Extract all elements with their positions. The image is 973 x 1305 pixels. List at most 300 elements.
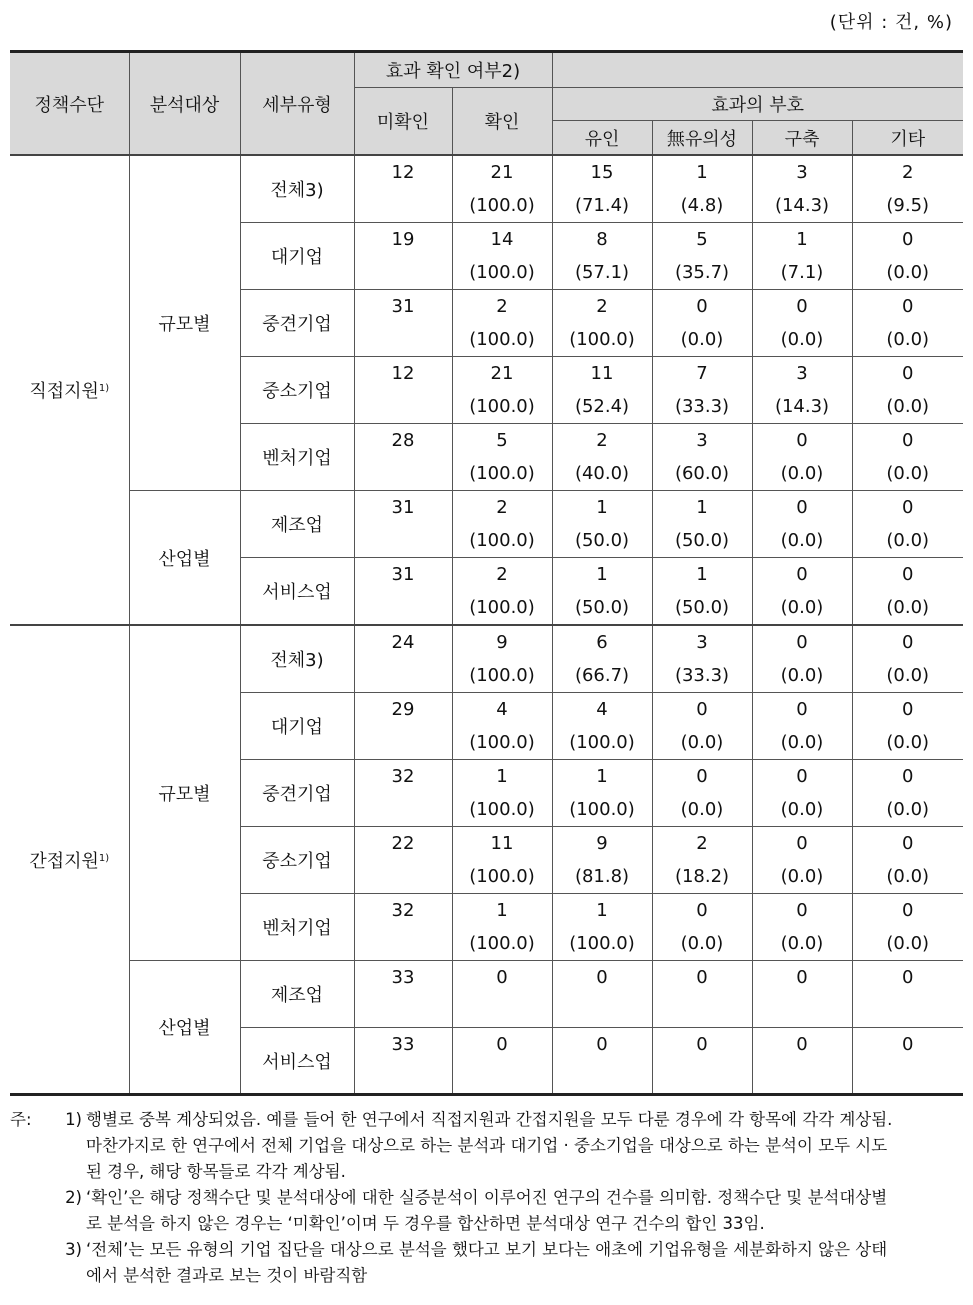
policy-cell xyxy=(10,155,129,625)
percent-value: (100.0) xyxy=(469,799,535,820)
subtype-cell: 벤처기업 xyxy=(240,424,354,491)
percent-value: (66.7) xyxy=(574,665,630,686)
count-value: 0 xyxy=(796,967,808,988)
percent-value: (52.4) xyxy=(574,396,630,417)
percent-value: (100.0) xyxy=(469,665,535,686)
table-row xyxy=(10,625,963,693)
percent-value: (0.0) xyxy=(780,463,824,484)
count-value: 2 xyxy=(496,564,508,585)
percent-value: (7.1) xyxy=(780,262,824,283)
percent-value: (100.0) xyxy=(469,530,535,551)
crowd-cell xyxy=(752,357,852,424)
count-value: 12 xyxy=(391,363,415,384)
count-value: 33 xyxy=(391,1034,415,1055)
count-value: 0 xyxy=(902,967,914,988)
sig-cell xyxy=(552,357,652,424)
crowd-cell xyxy=(752,625,852,693)
subtype-cell: 대기업 xyxy=(240,223,354,290)
other-cell xyxy=(852,894,963,961)
count-value: 0 xyxy=(696,296,708,317)
unconfirmed-cell xyxy=(354,290,452,357)
count-value: 8 xyxy=(596,229,608,250)
count-value: 0 xyxy=(596,967,608,988)
table-row xyxy=(10,491,963,558)
percent-value: (0.0) xyxy=(680,732,724,753)
confirmed-cell xyxy=(452,760,552,827)
percent-value: (100.0) xyxy=(469,329,535,350)
nonsig-cell xyxy=(652,625,752,693)
count-value: 0 xyxy=(496,967,508,988)
count-value: 1 xyxy=(596,497,608,518)
unconfirmed-cell xyxy=(354,827,452,894)
header-subtype: 세부유형 xyxy=(240,52,354,156)
subtype-cell: 벤처기업 xyxy=(240,894,354,961)
confirmed-cell xyxy=(452,155,552,223)
percent-value: (0.0) xyxy=(780,665,824,686)
count-value: 0 xyxy=(902,430,914,451)
count-value: 5 xyxy=(496,430,508,451)
footnote-text: 된 경우, 해당 항목들로 각각 계상됨. xyxy=(86,1162,346,1181)
count-value: 7 xyxy=(696,363,708,384)
count-value: 1 xyxy=(496,900,508,921)
nonsig-cell xyxy=(652,424,752,491)
unconfirmed-cell xyxy=(354,357,452,424)
other-cell xyxy=(852,625,963,693)
other-cell xyxy=(852,693,963,760)
unconfirmed-cell xyxy=(354,693,452,760)
table-row xyxy=(10,155,963,223)
nonsig-cell xyxy=(652,760,752,827)
target-cell: 산업별 xyxy=(129,491,240,626)
footnote-text: 로 분석을 하지 않은 경우는 ‘미확인’이며 두 경우를 합산하면 분석대상 연구 건수의 합인 33임. xyxy=(86,1214,765,1233)
percent-value: (0.0) xyxy=(780,530,824,551)
footnote-lead xyxy=(10,1159,52,1185)
footnote-line xyxy=(10,1237,965,1263)
unconfirmed-cell xyxy=(354,760,452,827)
header-blank xyxy=(552,52,963,88)
confirmed-cell xyxy=(452,424,552,491)
confirmed-cell xyxy=(452,290,552,357)
nonsig-cell xyxy=(652,491,752,558)
other-cell xyxy=(852,827,963,894)
nonsig-cell xyxy=(652,1028,752,1095)
percent-value: (0.0) xyxy=(886,530,930,551)
count-value: 29 xyxy=(391,699,415,720)
percent-value: (0.0) xyxy=(886,463,930,484)
percent-value: (0.0) xyxy=(886,732,930,753)
unit-label: (단위 : 건, %) xyxy=(829,12,953,33)
confirmed-cell xyxy=(452,357,552,424)
percent-value: (4.8) xyxy=(680,195,724,216)
count-value: 0 xyxy=(796,430,808,451)
footnote-text: 행별로 중복 계상되었음. 예를 들어 한 연구에서 직접지원과 간접지원을 모두 다룬 경우에 각 항목에 각각 계상됨. xyxy=(86,1110,893,1129)
header-sig: 유인 xyxy=(552,121,652,156)
percent-value: (50.0) xyxy=(574,597,630,618)
unconfirmed-cell xyxy=(354,424,452,491)
percent-value: (9.5) xyxy=(886,195,930,216)
percent-value: (100.0) xyxy=(469,396,535,417)
results-table xyxy=(10,50,963,1096)
count-value: 0 xyxy=(902,833,914,854)
footnote-line xyxy=(10,1263,965,1289)
footnote-line xyxy=(10,1133,965,1159)
count-value: 1 xyxy=(696,497,708,518)
count-value: 1 xyxy=(596,766,608,787)
crowd-cell xyxy=(752,827,852,894)
sig-cell xyxy=(552,1028,652,1095)
count-value: 0 xyxy=(496,1034,508,1055)
percent-value: (0.0) xyxy=(886,329,930,350)
percent-value: (0.0) xyxy=(780,329,824,350)
count-value: 12 xyxy=(391,162,415,183)
percent-value: (0.0) xyxy=(886,933,930,954)
other-cell xyxy=(852,491,963,558)
subtype-cell: 중소기업 xyxy=(240,357,354,424)
count-value: 0 xyxy=(902,632,914,653)
count-value: 32 xyxy=(391,900,415,921)
subtype-cell: 전체3) xyxy=(240,625,354,693)
footnote-text: ‘전체’는 모든 유형의 기업 집단을 대상으로 분석을 했다고 보기 보다는 애초에 기업유형을 세분화하지 않은 상태 xyxy=(86,1240,888,1259)
count-value: 19 xyxy=(391,229,415,250)
footnote-number xyxy=(52,1211,86,1237)
subtype-cell: 제조업 xyxy=(240,491,354,558)
count-value: 32 xyxy=(391,766,415,787)
unconfirmed-cell xyxy=(354,894,452,961)
confirmed-cell xyxy=(452,827,552,894)
percent-value: (100.0) xyxy=(569,732,635,753)
subtype-cell: 전체3) xyxy=(240,155,354,223)
table-row xyxy=(10,961,963,1028)
count-value: 3 xyxy=(696,430,708,451)
percent-value: (60.0) xyxy=(674,463,730,484)
sig-cell xyxy=(552,961,652,1028)
percent-value: (100.0) xyxy=(469,933,535,954)
count-value: 0 xyxy=(696,900,708,921)
count-value: 0 xyxy=(796,296,808,317)
count-value: 1 xyxy=(696,162,708,183)
crowd-cell xyxy=(752,961,852,1028)
count-value: 11 xyxy=(590,363,614,384)
percent-value: (14.3) xyxy=(774,396,830,417)
subtype-cell: 중견기업 xyxy=(240,290,354,357)
percent-value: (50.0) xyxy=(674,530,730,551)
footnote-line xyxy=(10,1211,965,1237)
footnote-text: 마찬가지로 한 연구에서 전체 기업을 대상으로 하는 분석과 대기업 · 중소기업을 대상으로 하는 분석이 모두 시도 xyxy=(86,1136,888,1155)
count-value: 1 xyxy=(696,564,708,585)
percent-value: (100.0) xyxy=(469,463,535,484)
sig-cell xyxy=(552,491,652,558)
unconfirmed-cell xyxy=(354,558,452,626)
percent-value: (0.0) xyxy=(886,262,930,283)
count-value: 0 xyxy=(796,497,808,518)
footnote-lead xyxy=(10,1133,52,1159)
sig-cell xyxy=(552,155,652,223)
count-value: 0 xyxy=(796,833,808,854)
count-value: 1 xyxy=(796,229,808,250)
footnotes xyxy=(10,1107,965,1289)
subtype-cell: 서비스업 xyxy=(240,1028,354,1095)
count-value: 0 xyxy=(902,497,914,518)
count-value: 0 xyxy=(902,296,914,317)
header-unconfirmed: 미확인 xyxy=(354,88,452,156)
nonsig-cell xyxy=(652,894,752,961)
nonsig-cell xyxy=(652,961,752,1028)
percent-value: (50.0) xyxy=(574,530,630,551)
percent-value: (50.0) xyxy=(674,597,730,618)
nonsig-cell xyxy=(652,223,752,290)
other-cell xyxy=(852,290,963,357)
header-nonsig: 無유의성 xyxy=(652,121,752,156)
footnote-number: 2) xyxy=(65,1188,82,1207)
sig-cell xyxy=(552,290,652,357)
count-value: 2 xyxy=(496,296,508,317)
percent-value: (57.1) xyxy=(574,262,630,283)
sig-cell xyxy=(552,424,652,491)
count-value: 21 xyxy=(490,162,514,183)
count-value: 6 xyxy=(596,632,608,653)
policy-label: 직접지원 xyxy=(29,381,99,402)
crowd-cell xyxy=(752,491,852,558)
count-value: 0 xyxy=(596,1034,608,1055)
count-value: 2 xyxy=(596,296,608,317)
percent-value: (0.0) xyxy=(780,732,824,753)
count-value: 0 xyxy=(902,900,914,921)
percent-value: (0.0) xyxy=(680,799,724,820)
percent-value: (14.3) xyxy=(774,195,830,216)
policy-footnote-mark: 1) xyxy=(98,852,110,864)
footnote-lead: 주: xyxy=(10,1110,32,1129)
header-policy: 정책수단 xyxy=(10,52,129,156)
sig-cell xyxy=(552,693,652,760)
nonsig-cell xyxy=(652,558,752,626)
unconfirmed-cell xyxy=(354,223,452,290)
confirmed-cell xyxy=(452,625,552,693)
confirmed-cell xyxy=(452,693,552,760)
count-value: 9 xyxy=(596,833,608,854)
footnote-line xyxy=(10,1185,965,1211)
footnote-line xyxy=(10,1159,965,1185)
target-cell: 규모별 xyxy=(129,155,240,491)
confirmed-cell xyxy=(452,961,552,1028)
policy-cell xyxy=(10,625,129,1095)
nonsig-cell xyxy=(652,357,752,424)
count-value: 0 xyxy=(796,564,808,585)
count-value: 0 xyxy=(796,632,808,653)
percent-value: (33.3) xyxy=(674,665,730,686)
count-value: 0 xyxy=(696,967,708,988)
unconfirmed-cell xyxy=(354,961,452,1028)
footnote-number xyxy=(52,1133,86,1159)
confirmed-cell xyxy=(452,491,552,558)
count-value: 31 xyxy=(391,296,415,317)
header-confirmed: 확인 xyxy=(452,88,552,156)
policy-footnote-mark: 1) xyxy=(98,383,110,394)
crowd-cell xyxy=(752,558,852,626)
footnote-lead xyxy=(10,1237,52,1263)
percent-value: (0.0) xyxy=(680,329,724,350)
count-value: 1 xyxy=(496,766,508,787)
percent-value: (0.0) xyxy=(886,866,930,887)
percent-value: (18.2) xyxy=(674,866,730,887)
count-value: 0 xyxy=(796,900,808,921)
count-value: 31 xyxy=(391,497,415,518)
nonsig-cell xyxy=(652,693,752,760)
other-cell xyxy=(852,223,963,290)
other-cell xyxy=(852,424,963,491)
footnote-line xyxy=(10,1107,965,1133)
percent-value: (100.0) xyxy=(469,262,535,283)
footnote-number: 3) xyxy=(65,1240,82,1259)
footnote-number xyxy=(52,1159,86,1185)
count-value: 0 xyxy=(696,699,708,720)
confirmed-cell xyxy=(452,894,552,961)
count-value: 0 xyxy=(902,564,914,585)
sig-cell xyxy=(552,894,652,961)
other-cell xyxy=(852,1028,963,1095)
header-target: 분석대상 xyxy=(129,52,240,156)
percent-value: (100.0) xyxy=(469,597,535,618)
percent-value: (33.3) xyxy=(674,396,730,417)
confirmed-cell xyxy=(452,223,552,290)
count-value: 3 xyxy=(696,632,708,653)
count-value: 0 xyxy=(902,766,914,787)
subtype-cell: 대기업 xyxy=(240,693,354,760)
count-value: 0 xyxy=(796,1034,808,1055)
percent-value: (0.0) xyxy=(780,933,824,954)
count-value: 24 xyxy=(391,632,415,653)
header-effect-confirm: 효과 확인 여부2) xyxy=(354,52,552,88)
count-value: 0 xyxy=(796,699,808,720)
unconfirmed-cell xyxy=(354,491,452,558)
count-value: 21 xyxy=(490,363,514,384)
percent-value: (40.0) xyxy=(574,463,630,484)
count-value: 11 xyxy=(490,833,514,854)
count-value: 2 xyxy=(696,833,708,854)
footnote-lead xyxy=(10,1185,52,1211)
count-value: 0 xyxy=(796,766,808,787)
count-value: 3 xyxy=(796,162,808,183)
footnote-lead xyxy=(10,1211,52,1237)
count-value: 1 xyxy=(596,900,608,921)
unconfirmed-cell xyxy=(354,1028,452,1095)
count-value: 15 xyxy=(590,162,614,183)
percent-value: (100.0) xyxy=(569,799,635,820)
subtype-cell: 중소기업 xyxy=(240,827,354,894)
count-value: 22 xyxy=(391,833,415,854)
footnote-text: 에서 분석한 결과로 보는 것이 바람직함 xyxy=(86,1266,368,1285)
sig-cell xyxy=(552,223,652,290)
percent-value: (0.0) xyxy=(680,933,724,954)
percent-value: (0.0) xyxy=(886,597,930,618)
count-value: 2 xyxy=(902,162,914,183)
count-value: 4 xyxy=(596,699,608,720)
percent-value: (35.7) xyxy=(674,262,730,283)
percent-value: (100.0) xyxy=(469,732,535,753)
percent-value: (0.0) xyxy=(886,665,930,686)
confirmed-cell xyxy=(452,1028,552,1095)
percent-value: (100.0) xyxy=(569,329,635,350)
percent-value: (0.0) xyxy=(780,597,824,618)
percent-value: (100.0) xyxy=(469,195,535,216)
crowd-cell xyxy=(752,155,852,223)
count-value: 0 xyxy=(902,699,914,720)
crowd-cell xyxy=(752,290,852,357)
header-effect-sign: 효과의 부호 xyxy=(552,88,963,121)
subtype-cell: 서비스업 xyxy=(240,558,354,626)
count-value: 4 xyxy=(496,699,508,720)
nonsig-cell xyxy=(652,827,752,894)
count-value: 2 xyxy=(596,430,608,451)
count-value: 33 xyxy=(391,967,415,988)
crowd-cell xyxy=(752,894,852,961)
count-value: 3 xyxy=(796,363,808,384)
count-value: 9 xyxy=(496,632,508,653)
footnote-text: ‘확인’은 해당 정책수단 및 분석대상에 대한 실증분석이 이루어진 연구의 건수를 의미함. 정책수단 및 분석대상별 xyxy=(86,1188,888,1207)
crowd-cell xyxy=(752,1028,852,1095)
target-cell: 규모별 xyxy=(129,625,240,961)
footnote-lead xyxy=(10,1263,52,1289)
percent-value: (0.0) xyxy=(780,866,824,887)
count-value: 0 xyxy=(902,363,914,384)
percent-value: (100.0) xyxy=(469,866,535,887)
footnote-number xyxy=(52,1263,86,1289)
count-value: 28 xyxy=(391,430,415,451)
count-value: 0 xyxy=(696,1034,708,1055)
count-value: 0 xyxy=(696,766,708,787)
percent-value: (0.0) xyxy=(886,799,930,820)
other-cell xyxy=(852,357,963,424)
unconfirmed-cell xyxy=(354,155,452,223)
target-cell: 산업별 xyxy=(129,961,240,1095)
footnote-number: 1) xyxy=(65,1110,82,1129)
percent-value: (0.0) xyxy=(780,799,824,820)
sig-cell xyxy=(552,558,652,626)
crowd-cell xyxy=(752,693,852,760)
crowd-cell xyxy=(752,760,852,827)
count-value: 0 xyxy=(902,1034,914,1055)
other-cell xyxy=(852,558,963,626)
policy-label: 간접지원 xyxy=(29,850,99,872)
count-value: 31 xyxy=(391,564,415,585)
count-value: 1 xyxy=(596,564,608,585)
count-value: 0 xyxy=(902,229,914,250)
crowd-cell xyxy=(752,223,852,290)
percent-value: (0.0) xyxy=(886,396,930,417)
header-other: 기타 xyxy=(852,121,963,156)
subtype-cell: 중견기업 xyxy=(240,760,354,827)
table-body xyxy=(10,155,963,1095)
other-cell xyxy=(852,961,963,1028)
percent-value: (81.8) xyxy=(574,866,630,887)
count-value: 14 xyxy=(490,229,514,250)
header-crowd: 구축 xyxy=(752,121,852,156)
sig-cell xyxy=(552,827,652,894)
count-value: 5 xyxy=(696,229,708,250)
sig-cell xyxy=(552,760,652,827)
percent-value: (71.4) xyxy=(574,195,630,216)
other-cell xyxy=(852,760,963,827)
confirmed-cell xyxy=(452,558,552,626)
sig-cell xyxy=(552,625,652,693)
subtype-cell: 제조업 xyxy=(240,961,354,1028)
unconfirmed-cell xyxy=(354,625,452,693)
crowd-cell xyxy=(752,424,852,491)
percent-value: (100.0) xyxy=(569,933,635,954)
count-value: 2 xyxy=(496,497,508,518)
nonsig-cell xyxy=(652,290,752,357)
nonsig-cell xyxy=(652,155,752,223)
other-cell xyxy=(852,155,963,223)
